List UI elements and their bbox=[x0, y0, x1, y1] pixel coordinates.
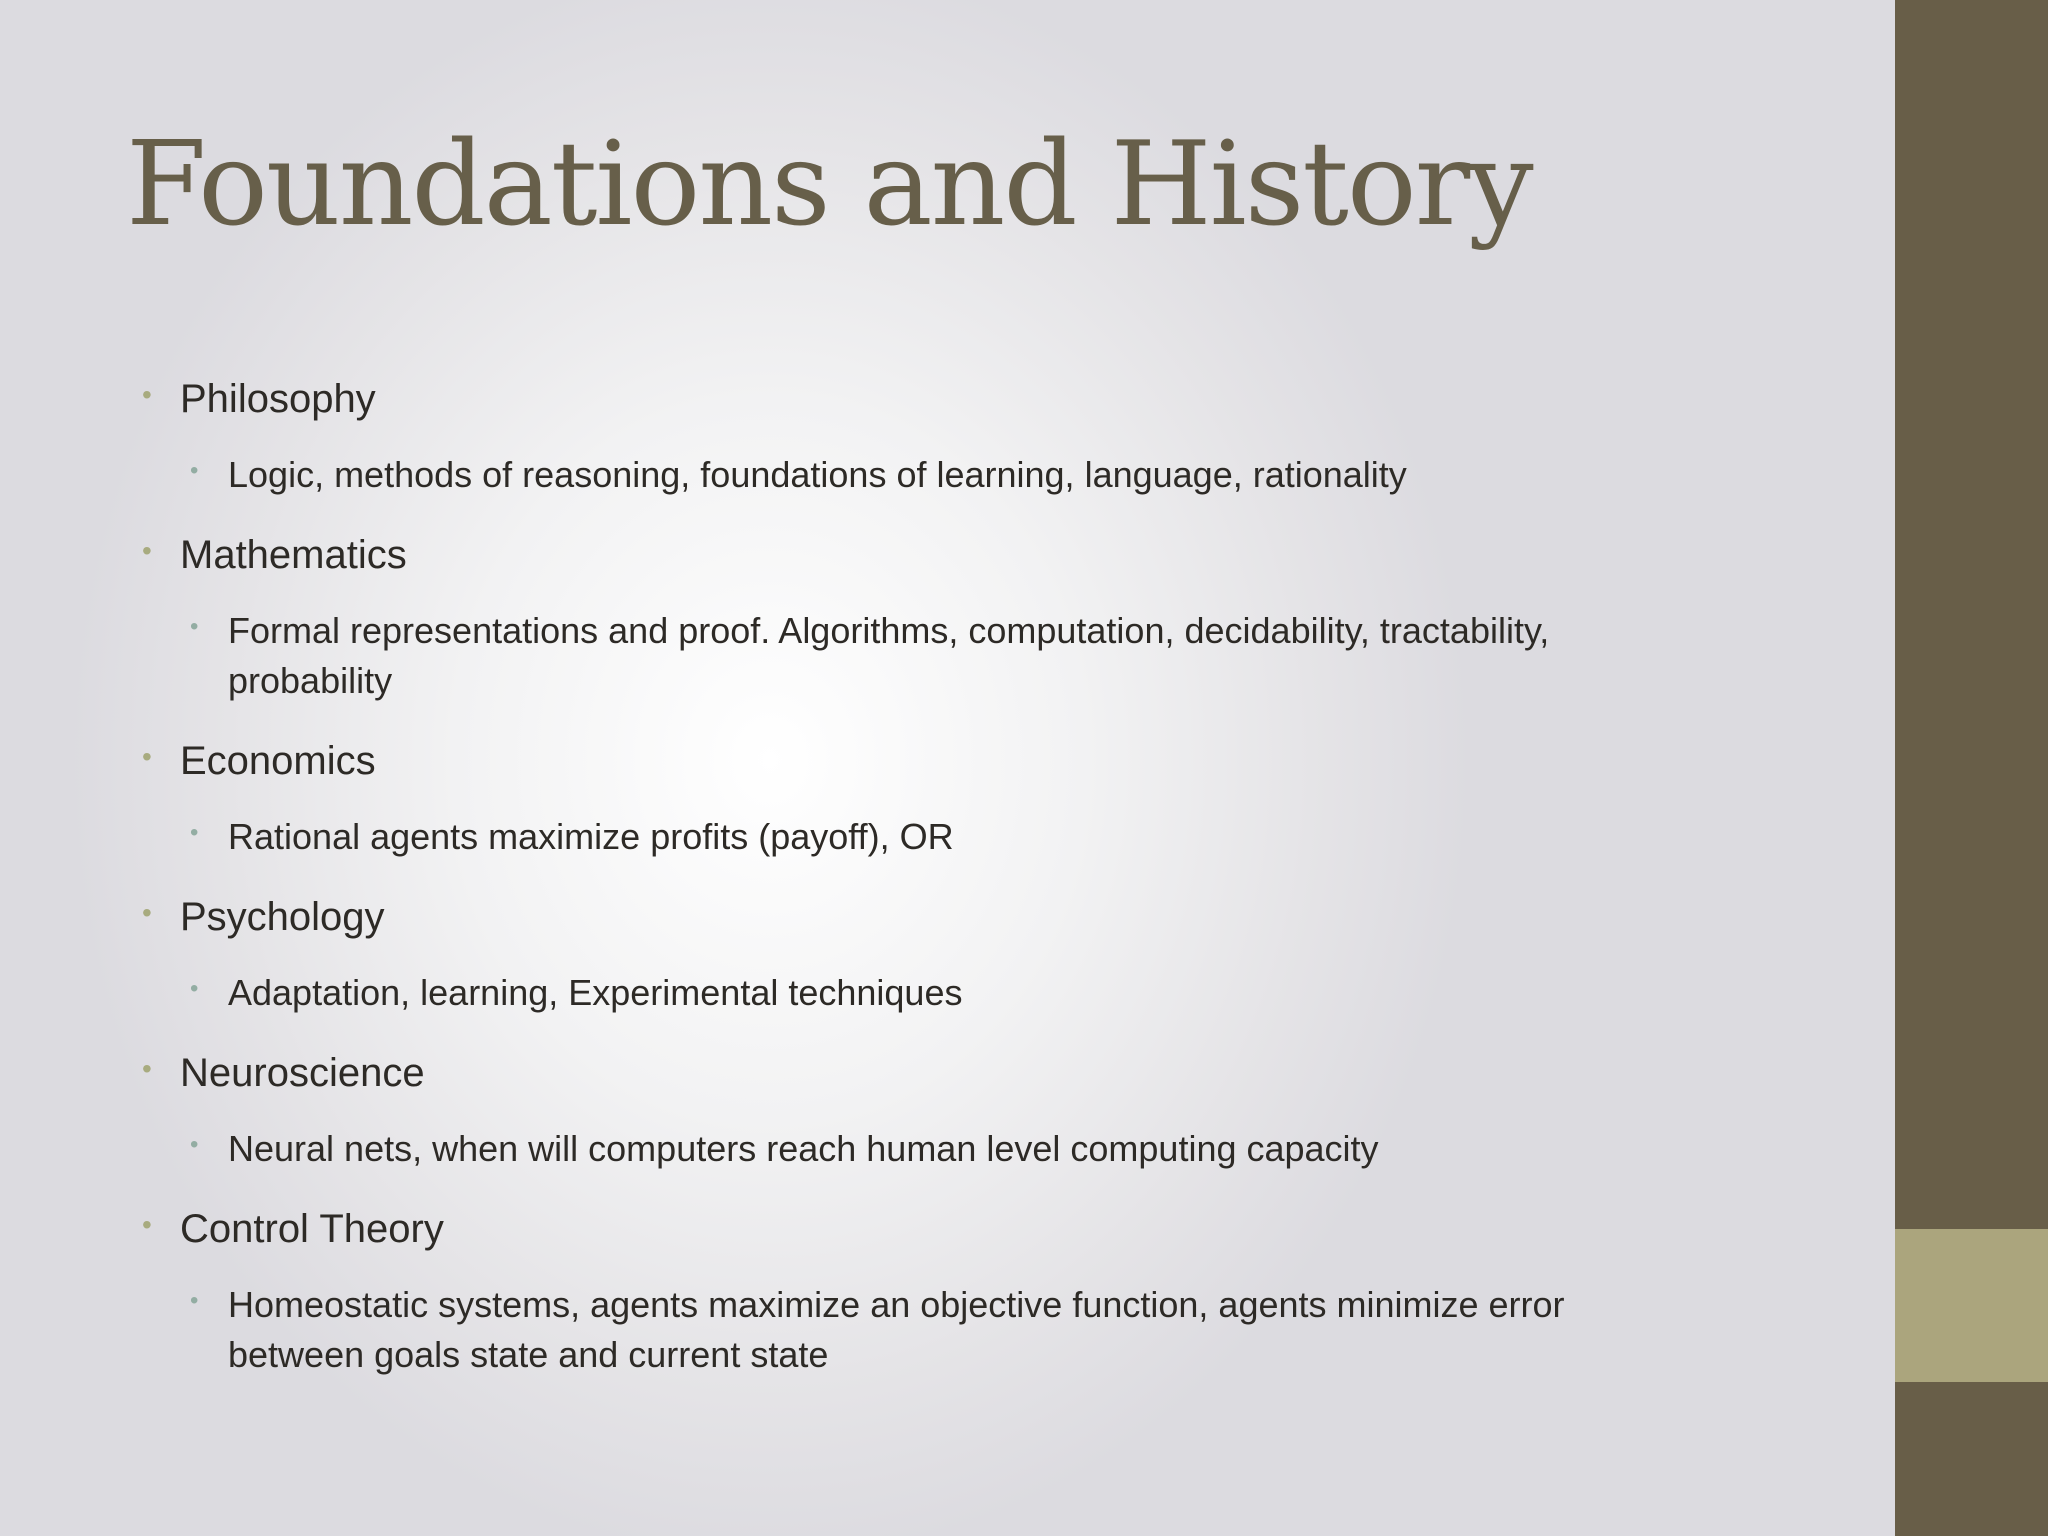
topic-detail-item bbox=[140, 450, 1700, 500]
topic-detail-item bbox=[140, 1280, 1700, 1380]
topic-heading: Psychology bbox=[180, 895, 385, 939]
sub-bullet-icon: • bbox=[190, 457, 199, 484]
bullet-list bbox=[140, 370, 1700, 1380]
topic-item bbox=[140, 1200, 1700, 1258]
topic-heading: Economics bbox=[180, 739, 376, 783]
sub-bullet-icon: • bbox=[190, 819, 199, 846]
topic-detail: Adaptation, learning, Experimental techniques bbox=[228, 972, 963, 1013]
topic-heading: Neuroscience bbox=[180, 1051, 425, 1095]
bullet-icon: • bbox=[142, 379, 152, 410]
topic-detail-item bbox=[140, 1124, 1700, 1174]
bullet-icon: • bbox=[142, 897, 152, 928]
topic-detail-item bbox=[140, 968, 1700, 1018]
topic-detail: Logic, methods of reasoning, foundations of learning, language, rationality bbox=[228, 454, 1407, 495]
topic-heading: Philosophy bbox=[180, 377, 376, 421]
bullet-icon: • bbox=[142, 1053, 152, 1084]
topic-heading: Control Theory bbox=[180, 1207, 444, 1251]
topic-detail-item bbox=[140, 606, 1700, 706]
topic-detail: Homeostatic systems, agents maximize an objective function, agents minimize error between goals state and current state bbox=[228, 1284, 1565, 1375]
sub-bullet-icon: • bbox=[190, 613, 199, 640]
topic-item bbox=[140, 1044, 1700, 1102]
sub-bullet-icon: • bbox=[190, 1287, 199, 1314]
bullet-icon: • bbox=[142, 535, 152, 566]
topic-item bbox=[140, 526, 1700, 584]
topic-detail: Formal representations and proof. Algorithms, computation, decidability, tractability, probability bbox=[228, 610, 1550, 701]
bullet-icon: • bbox=[142, 741, 152, 772]
topic-detail-item bbox=[140, 812, 1700, 862]
slide-title: Foundations and History bbox=[126, 117, 1532, 252]
topic-heading: Mathematics bbox=[180, 533, 407, 577]
topic-item bbox=[140, 888, 1700, 946]
side-decoration-accent bbox=[1895, 1229, 2048, 1382]
sub-bullet-icon: • bbox=[190, 1131, 199, 1158]
topic-detail: Rational agents maximize profits (payoff), OR bbox=[228, 816, 954, 857]
bullet-icon: • bbox=[142, 1209, 152, 1240]
topic-item bbox=[140, 370, 1700, 428]
topic-detail: Neural nets, when will computers reach human level computing capacity bbox=[228, 1128, 1379, 1169]
topic-item bbox=[140, 732, 1700, 790]
sub-bullet-icon: • bbox=[190, 975, 199, 1002]
